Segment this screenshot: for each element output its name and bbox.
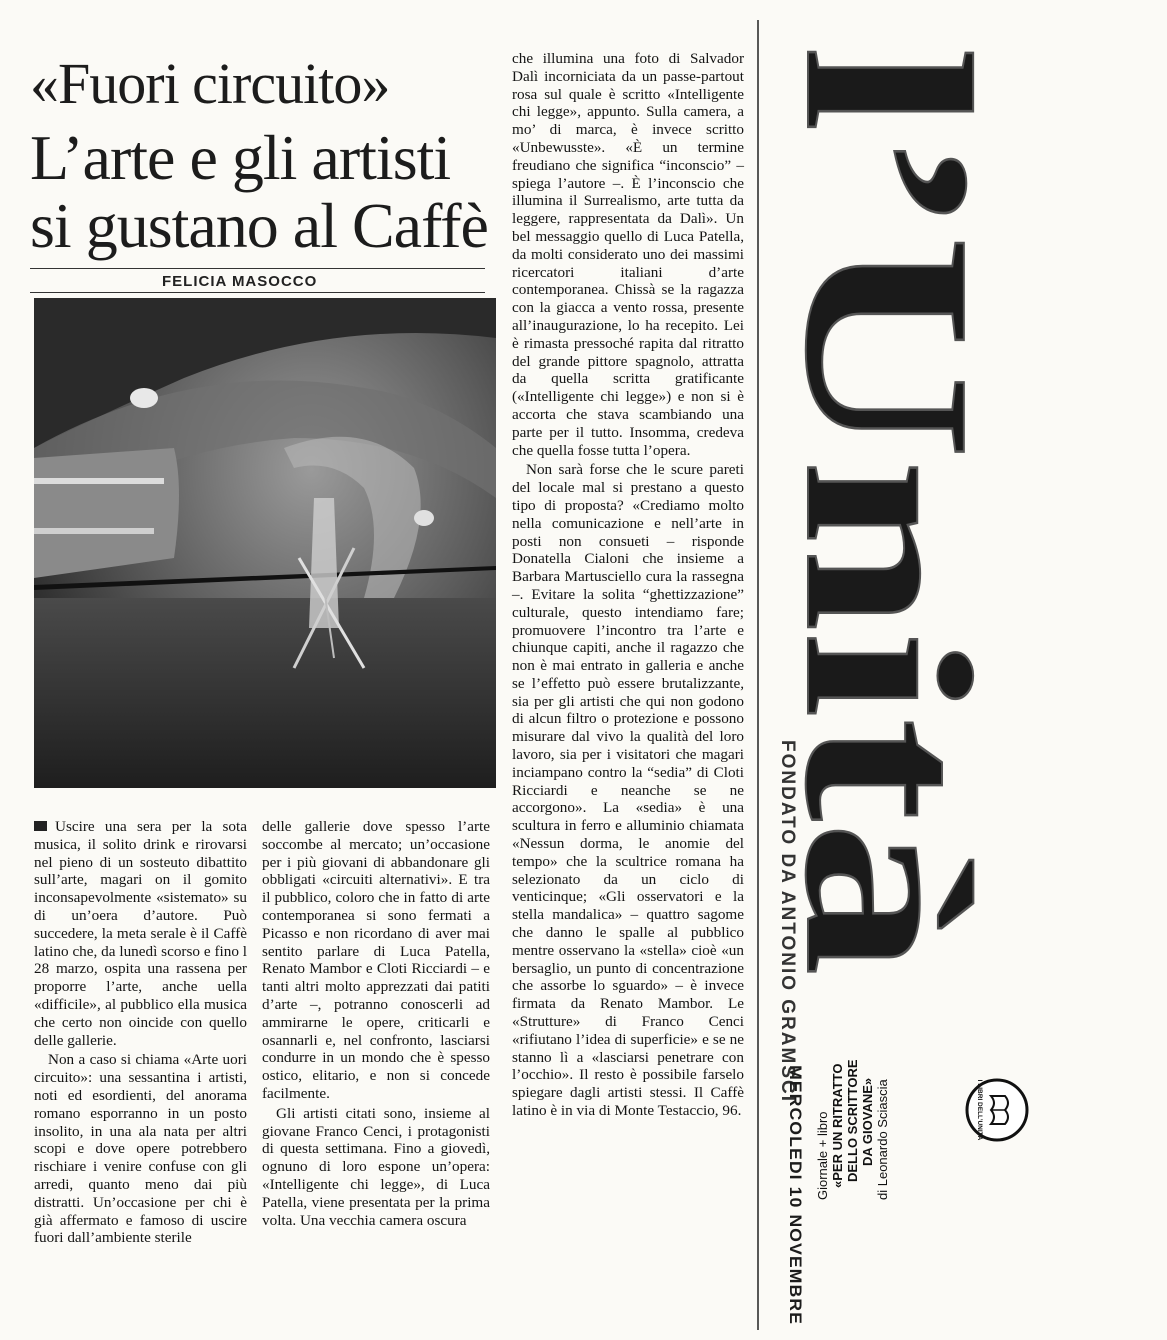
headline-line-1: «Fuori circuito» <box>30 51 390 116</box>
masthead-title: l’Unità <box>756 46 1019 760</box>
headline-rule-top <box>30 268 485 269</box>
promo-block <box>815 1059 890 1200</box>
article-paragraph: Non a caso si chiama «Arte uori circuito»: una sessantina i artisti, noti ed esordienti, del anorama romano esporranno in un posto insolito, in una ala nata per altri scopi e dove opere potrebbero rischiare i venire confuse con gli arredi, quanto meno dai più distratti. Un’occasione per chi è già affermato e famoso di uscire fuori dall’ambiente sterile <box>34 1051 247 1247</box>
article-column-3 <box>512 50 744 1120</box>
article-column-2 <box>262 818 490 1229</box>
issue-date: MERCOLEDI 10 NOVEMBRE <box>786 1065 805 1315</box>
article-paragraph: delle gallerie dove spesso l’arte soccombe al mercato; un’occasione per i più giovani di abbandonare gli obbligati «circuiti alternativi». E tra il pubblico, coloro che in fatto di arte contemporanea si sono fermati a Picasso e non ricordano di aver mai sentito parlare di Luca Patella, Renato Mambor e Cloti Ricciardi – e tanti altri molto apprezzati dai patiti d’arte –, potranno conoscerli ad ammirarne le opere, criticarli e osannarli e, nel confronto, lasciarsi condurre in un mondo che è spesso ostico, elitario, e non si concede facilmente. <box>262 818 490 1102</box>
article-photo <box>34 298 496 788</box>
article-start-marker-icon <box>34 821 47 831</box>
article-paragraph <box>34 818 247 1049</box>
promo-line-2: «PER UN RITRATTO <box>830 1063 845 1188</box>
date-strip <box>780 1060 814 1330</box>
promo-line-5: di Leonardo Sciascia <box>875 1079 890 1200</box>
headline-line-3: si gustano al Caffè <box>30 190 488 261</box>
paragraph-text: Uscire una sera per la sota musica, il solito drink e rirovarsi nel pieno di un sosteuto dibattito sull’arte, magari on il gomito inconsapevolmente «sistemato» su di un’oera d’autore. Può succedere, la meta serale è il Caffè latino che, da lunedì scorso e fino l 28 marzo, ospita una rassena per proporre l’arte, anche uella «difficile», al pubblico ella musica che certo non oincide con quello delle gallerie. <box>34 818 247 1049</box>
byline: FELICIA MASOCCO <box>162 273 318 290</box>
article-paragraph: Gli artisti citati sono, insieme al giovane Franco Cenci, i protagonisti di questa settimana. Fino a giovedì, ognuno di loro espone un’opera: «Intelligente chi legge», di Luca Patella, viene presentata per la prima volta. Una vecchia camera oscura <box>262 1104 490 1229</box>
gallery-photo-illustration <box>34 298 496 788</box>
promo-line-1: Giornale + libro <box>815 1111 830 1200</box>
headline-rule-bottom <box>30 292 485 293</box>
promo-line-3: DELLO SCRITTORE <box>845 1059 860 1182</box>
promo-line-4: DA GIOVANE» <box>860 1077 875 1166</box>
founder-strip-text: FONDATO DA ANTONIO GRAMSCI <box>777 740 798 1104</box>
article-paragraph: Non sarà forse che le scure pareti del locale mal si prestano a questo tipo di proposta? «Crediamo molto nella comunicazione e nell’arte in posti non consueti – risponde Donatella Cialoni che insieme a Barbara Martusciello cura la rassegna –. Evitare la solita “ghettizzazione” culturale, questo intendiamo fare; promuovere l’incontro tra l’arte e chiunque capiti, anche il ragazzo che non è mai entrato in galleria e anche se l’effetto può essere brutalizzante, sia per gli artisti che qui non godono di alcun filtro o protezione e possono misurare dal vivo la qualità del loro lavoro, sia per i visitatori che magari inciampano contro la “sedia” di Cloti Ricciardi e neanche se ne accorgono». La «sedia» è una scultura in ferro e alluminio chiamata «Nessun dorma, le anomie del tempo» che la scultrice romana ha selezionato da un ciclo di venticinque; «Gli osservatori e la stella mandalica» – quattro sagome che danno le spalle al pubblico mentre osservano la «stella» cioè «un bersaglio, un punto di concentrazione che assorbe lo sguardo» – è invece firmata da Renato Mambor. Le «Strutture» di Franco Cenci «rifiutano l’idea di superficie» e se ne stanno lì a «lasciarsi penetrare con l’occhio». Il resto è possibile farselo spiegare dagli artisti stessi. Il Caffè latino è in via di Monte Testaccio, 96. <box>512 461 744 1120</box>
article-paragraph: che illumina una foto di Salvador Dalì incorniciata da un passe-partout rosa sul quale è scritto «Intelligente chi legge», appunto. Sulla camera, a mo’ di marca, è invece scritto «Unbewusste». «È un termine freudiano che significa “inconscio” – spiega l’autore –. È l’inconscio che illumina il Surrealismo, arte tutta da leggere, rappresentata da Dalì». Un bel messaggio quello di Luca Patella, da molti considerato uno dei massimi ricercatori italiani d’arte contemporanea. Chissà se la ragazza con la giacca a vento rossa, presente all’inaugurazione, lo ha recepito. Lei è rimasta pressoché rapita dal ritratto del grande pittore spagnolo, attratta da quella scritta gratificante («Intelligente chi legge») e non si è accorta che stava scambiando una parte per il tutto. Insomma, credeva che quella fosse tutta l’opera. <box>512 50 744 459</box>
libri-unita-logo <box>962 1075 1032 1145</box>
article-column-1 <box>34 818 247 1247</box>
headline-line-2: L’arte e gli artisti <box>30 122 451 193</box>
libri-logo-text: I LIBRI DELL’UNITÀ <box>976 1079 983 1141</box>
